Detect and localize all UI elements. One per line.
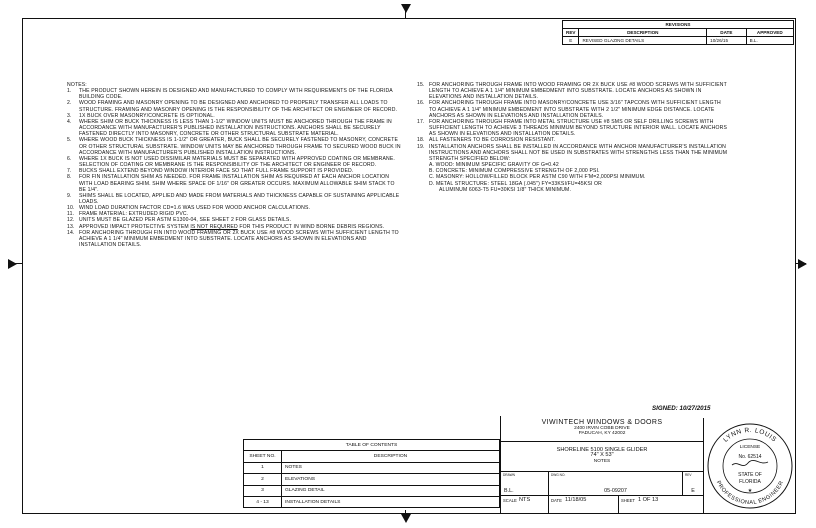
title-block	[500, 416, 702, 513]
toc-sheet-description: INSTALLATION DETAILS	[282, 496, 500, 507]
substrate-item-wood: A. WOOD: MINIMUM SPECIFIC GRAVITY OF G=0.42	[429, 162, 559, 169]
seal-profession-arc: PROFESSIONAL ENGINEER	[714, 480, 786, 507]
center-mark-bottom	[401, 514, 411, 523]
note-number: 14.	[67, 229, 75, 236]
note-text: FOR ANCHORING THROUGH FIN INTO WOOD FRAMING OR 2X BUCK USE #8 WOOD SCREWS WITH SUFFICIENT LENGTH TO ACHIEVE A 1 1/4" MINIMUM EMBEDMENT INTO SUBSTRATE. LOCATE ANCHORS AS SHOWN IN ELEVATIONS AND INSTALLATION DETAILS.	[79, 229, 399, 249]
revision-cell	[683, 472, 703, 495]
toc-sheet-description: ELEVATIONS	[282, 474, 500, 485]
center-mark-right	[798, 259, 807, 269]
note-number: 16.	[417, 100, 425, 107]
sheet-value: 1 OF 13	[638, 496, 659, 503]
seal-signature	[732, 460, 768, 465]
table-row	[244, 496, 500, 507]
notes-left-column	[67, 82, 402, 248]
drawn-by-cell	[501, 472, 549, 495]
date-value: 11/18/05	[565, 496, 587, 503]
revision-value: E	[691, 488, 695, 494]
date-label: DATE	[551, 497, 562, 503]
drawing-number-cell	[549, 472, 683, 495]
center-tick-left	[12, 263, 22, 264]
note-number: 5.	[67, 137, 72, 144]
revisions-header-description: DESCRIPTION	[579, 29, 707, 37]
note-text: FOR ANCHORING THROUGH FRAME INTO WOOD FRAMING OR 2X BUCK USE #8 WOOD SCREWS WITH SUFFICIENT LENGTH TO ACHIEVE A 1 1/4" MINIMUM EMBEDMENT INTO SUBSTRATE. LOCATE ANCHORS AS SHOWN IN ELEVATIONS AND INSTALLATION DETAILS.	[429, 82, 727, 101]
engineer-seal	[703, 418, 794, 513]
sheet-title: NOTES	[593, 458, 611, 464]
toc-sheet-number: 4 - 13	[244, 496, 282, 507]
date-cell	[549, 496, 619, 513]
note-item	[417, 82, 729, 100]
scale-date-row	[501, 496, 703, 513]
note-number: 17.	[417, 118, 425, 125]
note-number: 13.	[67, 223, 75, 230]
note-number: 1.	[67, 88, 72, 95]
revision-label: REV	[685, 473, 692, 477]
table-row	[244, 462, 500, 473]
note-text: INSTALLATION ANCHORS SHALL BE INSTALLED IN ACCORDANCE WITH ANCHOR MANUFACTURER'S INSTALLATION INSTRUCTIONS AND ANCHORS SHALL NOT BE USED IN SUBSTRATES WITH STRENGTHS LESS THAN THE MINIMUM STRENGTH SPECIFIED BELOW:	[429, 143, 728, 162]
note-number: 6.	[67, 155, 72, 162]
center-tick-right	[796, 263, 806, 264]
scale-cell	[501, 496, 549, 513]
toc-sheet-number: 1	[244, 462, 282, 473]
substrate-item-masonry: C. MASONRY: HOLLOW/FILLED BLOCK PER ASTM C90 WITH F'M=2,000PSI MINIMUM.	[429, 174, 646, 181]
drawn-by-value: B.L.	[504, 488, 514, 494]
center-mark-left	[8, 259, 17, 269]
note-text-underlined: IS NOT REQUIRED	[190, 223, 238, 230]
company-address-line2: PADUCAH, KY 42002	[578, 431, 626, 436]
note-text: WHERE SHIM OR BUCK THICKNESS IS LESS THAN 1-1/2" WINDOW UNITS MUST BE ANCHORED THROUGH THE FRAME IN ACCORDANCE WITH MANUFACTURER'S PUBLISHED INSTALLATION INSTRUCTIONS. ANCHORS SHALL BE SECURELY FASTENED DIRECTLY INTO MASONRY, CONCRETE OR OTHER STRUCTURAL SUBSTRATE MATERIAL.	[79, 118, 392, 138]
company-name: VIWINTECH WINDOWS & DOORS	[541, 419, 663, 426]
note-number: 18.	[417, 137, 425, 144]
note-number: 15.	[417, 82, 425, 88]
note-text-end: FOR THIS PRODUCT IN WIND BORNE DEBRIS REGIONS.	[237, 223, 385, 230]
revision-rev: E	[563, 37, 579, 45]
product-size: 74" X 53"	[590, 452, 614, 458]
note-number: 10.	[67, 205, 75, 212]
svg-text:LYNN R. LOUIS	[722, 427, 778, 444]
note-text: THE PRODUCT SHOWN HEREIN IS DESIGNED AND MANUFACTURED TO COMPLY WITH REQUIREMENTS OF THE FLORIDA BUILDING CODE.	[79, 88, 393, 101]
revisions-header-rev: REV	[563, 29, 579, 37]
note-number: 3.	[67, 112, 72, 119]
note-item	[67, 137, 402, 155]
notes-right-column	[417, 82, 729, 193]
table-row	[244, 485, 500, 496]
note-number: 7.	[67, 168, 72, 175]
company-info	[501, 416, 703, 442]
toc-title: TABLE OF CONTENTS	[244, 440, 500, 451]
seal-graphic	[704, 418, 795, 513]
sheet-label: SHEET	[621, 497, 635, 503]
note-item	[67, 174, 402, 192]
note-item	[67, 193, 402, 205]
note-item	[67, 119, 402, 137]
substrate-item-concrete: B. CONCRETE: MINIMUM COMPRESSIVE STRENGTH OF 2,000 PSI.	[429, 168, 600, 175]
seal-star-icon: ★	[747, 488, 753, 494]
sheet-cell	[619, 496, 703, 513]
seal-state-line1: STATE OF	[738, 472, 762, 478]
note-item	[417, 119, 729, 137]
note-text: UNITS MUST BE GLAZED PER ASTM E1300-04, SEE SHEET 2 FOR GLASS DETAILS.	[79, 217, 292, 224]
drawing-number-value: 05-09207	[604, 488, 627, 494]
toc-header-sheet: SHEET NO.	[244, 451, 282, 462]
revision-approved: B.L.	[746, 37, 793, 45]
drawn-by-label: DRAWN	[503, 473, 515, 477]
note-item	[67, 100, 402, 112]
revision-date: 10/26/15	[707, 37, 746, 45]
note-text: WIND LOAD DURATION FACTOR CD=1.6 WAS USED FOR WOOD ANCHOR CALCULATIONS.	[79, 205, 311, 212]
toc-header-description: DESCRIPTION	[282, 451, 500, 462]
note-number: 12.	[67, 217, 75, 224]
seal-license-label: LICENSE	[739, 445, 761, 450]
seal-name-arc: LYNN R. LOUIS	[722, 426, 778, 444]
toc-sheet-description: NOTES	[282, 462, 500, 473]
drawing-number-label: DWG NO.	[551, 473, 566, 477]
note-item	[67, 88, 402, 100]
note-number: 8.	[67, 174, 72, 181]
center-tick-top	[405, 10, 406, 18]
revisions-table	[562, 20, 794, 45]
note-item	[67, 156, 402, 168]
table-row	[244, 474, 500, 485]
drawing-info-row	[501, 472, 703, 496]
center-tick-bottom	[405, 510, 406, 518]
note-number: 19.	[417, 143, 425, 150]
seal-license-number: No. 62514	[738, 454, 762, 460]
note-text: ALL FASTENERS TO BE CORROSION RESISTANT.	[429, 137, 556, 144]
product-info	[501, 442, 703, 472]
note-text: WOOD FRAMING AND MASONRY OPENING TO BE DESIGNED AND ANCHORED TO PROPERLY TRANSFER ALL LOADS TO STRUCTURE. FRAMING AND MASONRY OPENING IS THE RESPONSIBILITY OF THE ARCHITECT OR ENGINEER OF RECORD.	[79, 100, 398, 113]
note-text: WHERE 1X BUCK IS NOT USED DISSIMILAR MATERIALS MUST BE SEPARATED WITH APPROVED COATING OR MEMBRANE. SELECTION OF COATING OR MEMBRANE IS THE RESPONSIBILITY OF THE ARCHITECT OR ENGINEER OF RECORD.	[79, 155, 395, 169]
note-text: FRAME MATERIAL: EXTRUDED RIGID PVC.	[79, 211, 189, 218]
revisions-header-approved: APPROVED	[746, 29, 793, 37]
scale-value: NTS	[519, 496, 531, 503]
signed-date-stamp: SIGNED: 10/27/2015	[652, 405, 711, 412]
product-name: SHORELINE 5100 SINGLE GLIDER	[556, 447, 648, 453]
toc-sheet-number: 3	[244, 485, 282, 496]
note-text: FOR ANCHORING THROUGH FRAME INTO MASONRY/CONCRETE USE 3/16" TAPCONS WITH SUFFICIENT LENGTH TO ACHIEVE A 1 1/4" MINIMUM EMBEDMENT INTO SUBSTRATE WITH 2 1/2" MINIMUM EDGE DISTANCE. LOCATE ANCHORS AS SHOWN IN ELEVATIONS AND INSTALLATION DETAILS.	[429, 100, 721, 119]
toc-sheet-description: GLAZING DETAIL	[282, 485, 500, 496]
note-number: 11.	[67, 211, 75, 218]
note-number: 4.	[67, 118, 72, 125]
note-item	[417, 144, 729, 162]
note-text: WHERE WOOD BUCK THICKNESS IS 1-1/2" OR GREATER, BUCK SHALL BE SECURELY FASTENED TO MASONRY, CONCRETE OR OTHER STRUCTURAL SUBSTRATE. WINDOW UNITS MAY BE ANCHORED THROUGH FRAME TO SECURED WOOD BUCK IN ACCORDANCE WITH MANUFACTURER'S PUBLISHED INSTALLATION INSTRUCTIONS.	[79, 137, 401, 156]
notes-heading: NOTES:	[67, 82, 87, 88]
note-item	[67, 230, 402, 248]
toc-sheet-number: 2	[244, 474, 282, 485]
note-text: FOR FIN INSTALLATION SHIM AS NEEDED. FOR FRAME INSTALLATION SHIM AS REQUIRED AT EACH ANCHOR LOCATION WITH LOAD BEARING SHIM. SHIM WHERE SPACE OF 1/16" OR GREATER OCCURS. MAXIMUM ALLOWABLE SHIM STACK TO BE 1/4".	[79, 174, 395, 193]
note-text: BUCKS SHALL EXTEND BEYOND WINDOW INTERIOR FACE SO THAT FULL FRAME SUPPORT IS PROVIDED.	[79, 168, 354, 175]
note-text-start: APPROVED IMPACT PROTECTIVE SYSTEM	[79, 223, 191, 230]
note-item	[417, 100, 729, 118]
substrate-item-metal: D. METAL STRUCTURE: STEEL 18GA (.045") FY=33KSI/FU=45KSI OR	[429, 180, 602, 187]
note-number: 9.	[67, 192, 72, 199]
revisions-header-date: DATE	[707, 29, 746, 37]
substrate-item-aluminum: ALUMINUM 6063-T5 FU=30KSI 1/8" THICK MINIMUM.	[439, 186, 572, 193]
table-of-contents	[243, 439, 500, 508]
company-address-line1: 2400 IRVIN COBB DRIVE	[574, 426, 630, 431]
seal-state-line2: FLORIDA	[739, 479, 761, 485]
center-mark-top	[401, 4, 411, 13]
revisions-title: REVISIONS	[563, 21, 794, 29]
note-text: FOR ANCHORING THROUGH FRAME INTO METAL STRUCTURE USE #8 SMS OR SELF DRILLING SCREWS WITH SUFFICIENT LENGTH TO ACHIEVE 3 THREADS MINIMUM BEYOND STRUCTURE INTERIOR WALL. LOCATE ANCHORS AS SHOWN IN ELEVATIONS AND INSTALLATION DETAILS.	[429, 118, 728, 138]
note-text: SHIMS SHALL BE LOCATED, APPLIED AND MADE FROM MATERIALS AND THICKNESS CAPABLE OF SUSTAINING APPLICABLE LOADS.	[79, 192, 400, 205]
revision-description: REVISED GLAZING DETAILS	[579, 37, 707, 45]
scale-label: SCALE	[503, 497, 517, 503]
note-text: 1X BUCK OVER MASONRY/CONCRETE IS OPTIONAL.	[79, 112, 215, 119]
note-number: 2.	[67, 100, 72, 107]
